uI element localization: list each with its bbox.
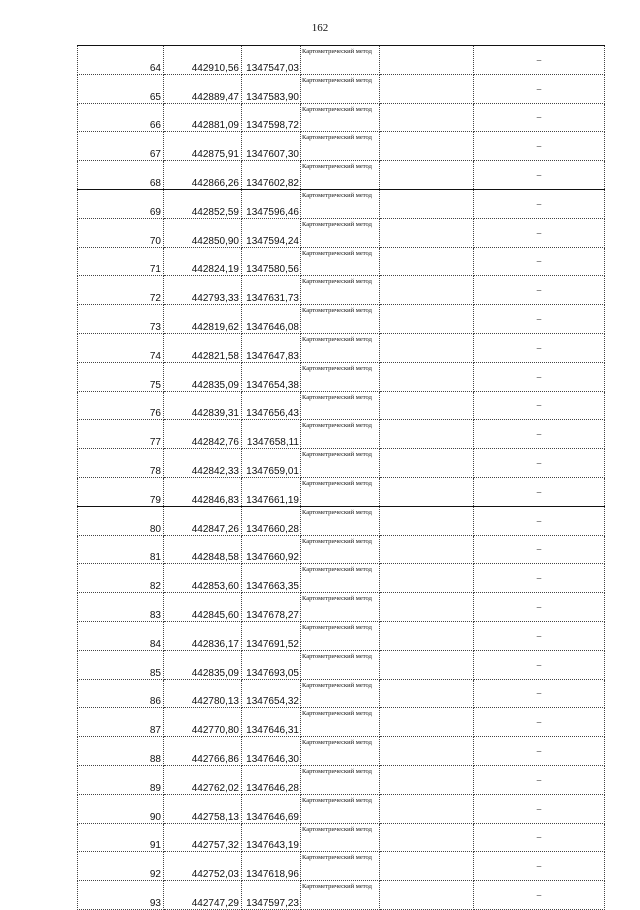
method-text: Картометрический метод <box>302 479 372 487</box>
coordinates-table-body <box>78 46 605 910</box>
empty-cell <box>380 103 474 132</box>
y-coordinate-cell: 1347596,46 <box>242 189 301 218</box>
table-row <box>78 823 605 852</box>
method-cell <box>301 765 380 794</box>
y-coordinate-cell: 1347659,01 <box>242 449 301 478</box>
note-cell: – <box>474 852 605 881</box>
empty-cell <box>380 276 474 305</box>
method-cell <box>301 276 380 305</box>
table-row <box>78 650 605 679</box>
empty-cell <box>380 333 474 362</box>
table-row <box>78 46 605 75</box>
point-number-cell: 73 <box>78 305 164 334</box>
point-number-cell: 85 <box>78 650 164 679</box>
y-coordinate-cell: 1347660,92 <box>242 535 301 564</box>
table-row <box>78 477 605 506</box>
point-number-cell: 76 <box>78 391 164 420</box>
x-coordinate-cell: 442846,83 <box>164 477 242 506</box>
table-row <box>78 132 605 161</box>
method-cell <box>301 247 380 276</box>
x-coordinate-cell: 442770,80 <box>164 708 242 737</box>
table-row <box>78 593 605 622</box>
point-number-cell: 78 <box>78 449 164 478</box>
point-number-cell: 66 <box>78 103 164 132</box>
x-coordinate-cell: 442889,47 <box>164 74 242 103</box>
x-coordinate-cell: 442762,02 <box>164 765 242 794</box>
method-text: Картометрический метод <box>302 105 372 113</box>
empty-cell <box>380 161 474 190</box>
method-text: Картометрический метод <box>302 134 372 142</box>
note-cell: – <box>474 650 605 679</box>
x-coordinate-cell: 442848,58 <box>164 535 242 564</box>
y-coordinate-cell: 1347654,32 <box>242 679 301 708</box>
note-cell: – <box>474 103 605 132</box>
y-coordinate-cell: 1347660,28 <box>242 506 301 535</box>
x-coordinate-cell: 442847,26 <box>164 506 242 535</box>
method-text: Картометрический метод <box>302 364 372 372</box>
x-coordinate-cell: 442752,03 <box>164 852 242 881</box>
method-text: Картометрический метод <box>302 278 372 286</box>
method-text: Картометрический метод <box>302 825 372 833</box>
empty-cell <box>380 189 474 218</box>
y-coordinate-cell: 1347631,73 <box>242 276 301 305</box>
x-coordinate-cell: 442881,09 <box>164 103 242 132</box>
method-cell <box>301 161 380 190</box>
method-cell <box>301 218 380 247</box>
method-cell <box>301 420 380 449</box>
y-coordinate-cell: 1347583,90 <box>242 74 301 103</box>
y-coordinate-cell: 1347678,27 <box>242 593 301 622</box>
method-text: Картометрический метод <box>302 191 372 199</box>
point-number-cell: 72 <box>78 276 164 305</box>
y-coordinate-cell: 1347646,08 <box>242 305 301 334</box>
empty-cell <box>380 852 474 881</box>
method-cell <box>301 535 380 564</box>
empty-cell <box>380 391 474 420</box>
point-number-cell: 88 <box>78 737 164 766</box>
x-coordinate-cell: 442780,13 <box>164 679 242 708</box>
y-coordinate-cell: 1347602,82 <box>242 161 301 190</box>
table-row <box>78 74 605 103</box>
point-number-cell: 90 <box>78 794 164 823</box>
empty-cell <box>380 74 474 103</box>
note-cell: – <box>474 391 605 420</box>
x-coordinate-cell: 442842,33 <box>164 449 242 478</box>
table-row <box>78 679 605 708</box>
page-number: 162 <box>311 22 329 34</box>
table-row <box>78 305 605 334</box>
empty-cell <box>380 621 474 650</box>
note-cell: – <box>474 305 605 334</box>
x-coordinate-cell: 442842,76 <box>164 420 242 449</box>
method-cell <box>301 362 380 391</box>
table-row <box>78 852 605 881</box>
note-cell: – <box>474 189 605 218</box>
method-text: Картометрический метод <box>302 595 372 603</box>
point-number-cell: 75 <box>78 362 164 391</box>
table-row <box>78 794 605 823</box>
empty-cell <box>380 506 474 535</box>
note-cell: – <box>474 218 605 247</box>
x-coordinate-cell: 442766,86 <box>164 737 242 766</box>
method-text: Картометрический метод <box>302 76 372 84</box>
point-number-cell: 79 <box>78 477 164 506</box>
note-cell: – <box>474 823 605 852</box>
note-cell: – <box>474 46 605 75</box>
method-text: Картометрический метод <box>302 163 372 171</box>
note-cell: – <box>474 535 605 564</box>
table-row <box>78 708 605 737</box>
point-number-cell: 74 <box>78 333 164 362</box>
y-coordinate-cell: 1347646,69 <box>242 794 301 823</box>
point-number-cell: 93 <box>78 881 164 910</box>
method-cell <box>301 852 380 881</box>
method-cell <box>301 794 380 823</box>
method-cell <box>301 679 380 708</box>
empty-cell <box>380 218 474 247</box>
point-number-cell: 89 <box>78 765 164 794</box>
y-coordinate-cell: 1347618,96 <box>242 852 301 881</box>
empty-cell <box>380 247 474 276</box>
method-cell <box>301 621 380 650</box>
y-coordinate-cell: 1347693,05 <box>242 650 301 679</box>
table-row <box>78 218 605 247</box>
point-number-cell: 64 <box>78 46 164 75</box>
method-text: Картометрический метод <box>302 335 372 343</box>
table-row <box>78 449 605 478</box>
note-cell: – <box>474 564 605 593</box>
y-coordinate-cell: 1347691,52 <box>242 621 301 650</box>
x-coordinate-cell: 442757,32 <box>164 823 242 852</box>
table-row <box>78 333 605 362</box>
y-coordinate-cell: 1347663,35 <box>242 564 301 593</box>
empty-cell <box>380 132 474 161</box>
table-row <box>78 535 605 564</box>
method-cell <box>301 74 380 103</box>
y-coordinate-cell: 1347597,23 <box>242 881 301 910</box>
point-number-cell: 69 <box>78 189 164 218</box>
x-coordinate-cell: 442850,90 <box>164 218 242 247</box>
table-row <box>78 881 605 910</box>
point-number-cell: 91 <box>78 823 164 852</box>
point-number-cell: 83 <box>78 593 164 622</box>
empty-cell <box>380 593 474 622</box>
y-coordinate-cell: 1347654,38 <box>242 362 301 391</box>
method-text: Картометрический метод <box>302 710 372 718</box>
method-cell <box>301 391 380 420</box>
point-number-cell: 84 <box>78 621 164 650</box>
method-cell <box>301 823 380 852</box>
x-coordinate-cell: 442819,62 <box>164 305 242 334</box>
method-text: Картометрический метод <box>302 739 372 747</box>
table-row <box>78 276 605 305</box>
empty-cell <box>380 305 474 334</box>
x-coordinate-cell: 442866,26 <box>164 161 242 190</box>
note-cell: – <box>474 333 605 362</box>
method-text: Картометрический метод <box>302 220 372 228</box>
point-number-cell: 87 <box>78 708 164 737</box>
method-text: Картометрический метод <box>302 796 372 804</box>
note-cell: – <box>474 161 605 190</box>
table-row <box>78 391 605 420</box>
empty-cell <box>380 650 474 679</box>
y-coordinate-cell: 1347547,03 <box>242 46 301 75</box>
empty-cell <box>380 708 474 737</box>
empty-cell <box>380 765 474 794</box>
y-coordinate-cell: 1347661,19 <box>242 477 301 506</box>
method-cell <box>301 737 380 766</box>
method-text: Картометрический метод <box>302 537 372 545</box>
point-number-cell: 80 <box>78 506 164 535</box>
empty-cell <box>380 46 474 75</box>
empty-cell <box>380 823 474 852</box>
x-coordinate-cell: 442875,91 <box>164 132 242 161</box>
note-cell: – <box>474 276 605 305</box>
method-text: Картометрический метод <box>302 623 372 631</box>
empty-cell <box>380 881 474 910</box>
y-coordinate-cell: 1347656,43 <box>242 391 301 420</box>
x-coordinate-cell: 442845,60 <box>164 593 242 622</box>
note-cell: – <box>474 679 605 708</box>
y-coordinate-cell: 1347646,28 <box>242 765 301 794</box>
empty-cell <box>380 679 474 708</box>
note-cell: – <box>474 708 605 737</box>
method-cell <box>301 593 380 622</box>
method-text: Картометрический метод <box>302 652 372 660</box>
x-coordinate-cell: 442852,59 <box>164 189 242 218</box>
empty-cell <box>380 737 474 766</box>
table-row <box>78 161 605 190</box>
y-coordinate-cell: 1347607,30 <box>242 132 301 161</box>
method-cell <box>301 564 380 593</box>
method-text: Картометрический метод <box>302 451 372 459</box>
note-cell: – <box>474 132 605 161</box>
x-coordinate-cell: 442824,19 <box>164 247 242 276</box>
method-cell <box>301 305 380 334</box>
x-coordinate-cell: 442793,33 <box>164 276 242 305</box>
method-text: Картометрический метод <box>302 767 372 775</box>
empty-cell <box>380 564 474 593</box>
note-cell: – <box>474 449 605 478</box>
empty-cell <box>380 420 474 449</box>
coordinates-table <box>77 45 605 910</box>
empty-cell <box>380 794 474 823</box>
method-text: Картометрический метод <box>302 48 372 55</box>
method-text: Картометрический метод <box>302 883 372 891</box>
method-cell <box>301 46 380 75</box>
empty-cell <box>380 535 474 564</box>
y-coordinate-cell: 1347594,24 <box>242 218 301 247</box>
note-cell: – <box>474 765 605 794</box>
note-cell: – <box>474 737 605 766</box>
note-cell: – <box>474 362 605 391</box>
x-coordinate-cell: 442835,09 <box>164 650 242 679</box>
point-number-cell: 70 <box>78 218 164 247</box>
method-cell <box>301 881 380 910</box>
note-cell: – <box>474 593 605 622</box>
table-row <box>78 737 605 766</box>
method-cell <box>301 708 380 737</box>
method-text: Картометрический метод <box>302 249 372 257</box>
point-number-cell: 67 <box>78 132 164 161</box>
point-number-cell: 68 <box>78 161 164 190</box>
method-cell <box>301 449 380 478</box>
method-cell <box>301 650 380 679</box>
point-number-cell: 82 <box>78 564 164 593</box>
y-coordinate-cell: 1347598,72 <box>242 103 301 132</box>
table-row <box>78 103 605 132</box>
method-cell <box>301 132 380 161</box>
table-row <box>78 420 605 449</box>
point-number-cell: 65 <box>78 74 164 103</box>
x-coordinate-cell: 442836,17 <box>164 621 242 650</box>
y-coordinate-cell: 1347658,11 <box>242 420 301 449</box>
x-coordinate-cell: 442853,60 <box>164 564 242 593</box>
note-cell: – <box>474 506 605 535</box>
note-cell: – <box>474 247 605 276</box>
method-cell <box>301 333 380 362</box>
note-cell: – <box>474 794 605 823</box>
y-coordinate-cell: 1347580,56 <box>242 247 301 276</box>
empty-cell <box>380 449 474 478</box>
table-row <box>78 189 605 218</box>
point-number-cell: 92 <box>78 852 164 881</box>
table-row <box>78 362 605 391</box>
method-cell <box>301 189 380 218</box>
x-coordinate-cell: 442835,09 <box>164 362 242 391</box>
y-coordinate-cell: 1347647,83 <box>242 333 301 362</box>
point-number-cell: 81 <box>78 535 164 564</box>
y-coordinate-cell: 1347643,19 <box>242 823 301 852</box>
method-text: Картометрический метод <box>302 566 372 574</box>
table-row <box>78 564 605 593</box>
x-coordinate-cell: 442758,13 <box>164 794 242 823</box>
y-coordinate-cell: 1347646,30 <box>242 737 301 766</box>
method-cell <box>301 477 380 506</box>
empty-cell <box>380 362 474 391</box>
method-cell <box>301 103 380 132</box>
method-text: Картометрический метод <box>302 681 372 689</box>
note-cell: – <box>474 881 605 910</box>
method-text: Картометрический метод <box>302 307 372 315</box>
method-text: Картометрический метод <box>302 393 372 401</box>
note-cell: – <box>474 74 605 103</box>
x-coordinate-cell: 442910,56 <box>164 46 242 75</box>
method-text: Картометрический метод <box>302 854 372 862</box>
x-coordinate-cell: 442821,58 <box>164 333 242 362</box>
method-text: Картометрический метод <box>302 422 372 430</box>
point-number-cell: 71 <box>78 247 164 276</box>
y-coordinate-cell: 1347646,31 <box>242 708 301 737</box>
point-number-cell: 86 <box>78 679 164 708</box>
table-row <box>78 506 605 535</box>
x-coordinate-cell: 442839,31 <box>164 391 242 420</box>
empty-cell <box>380 477 474 506</box>
x-coordinate-cell: 442747,29 <box>164 881 242 910</box>
table-row <box>78 765 605 794</box>
method-cell <box>301 506 380 535</box>
note-cell: – <box>474 621 605 650</box>
note-cell: – <box>474 420 605 449</box>
table-row <box>78 621 605 650</box>
point-number-cell: 77 <box>78 420 164 449</box>
table-row <box>78 247 605 276</box>
method-text: Картометрический метод <box>302 508 372 516</box>
note-cell: – <box>474 477 605 506</box>
